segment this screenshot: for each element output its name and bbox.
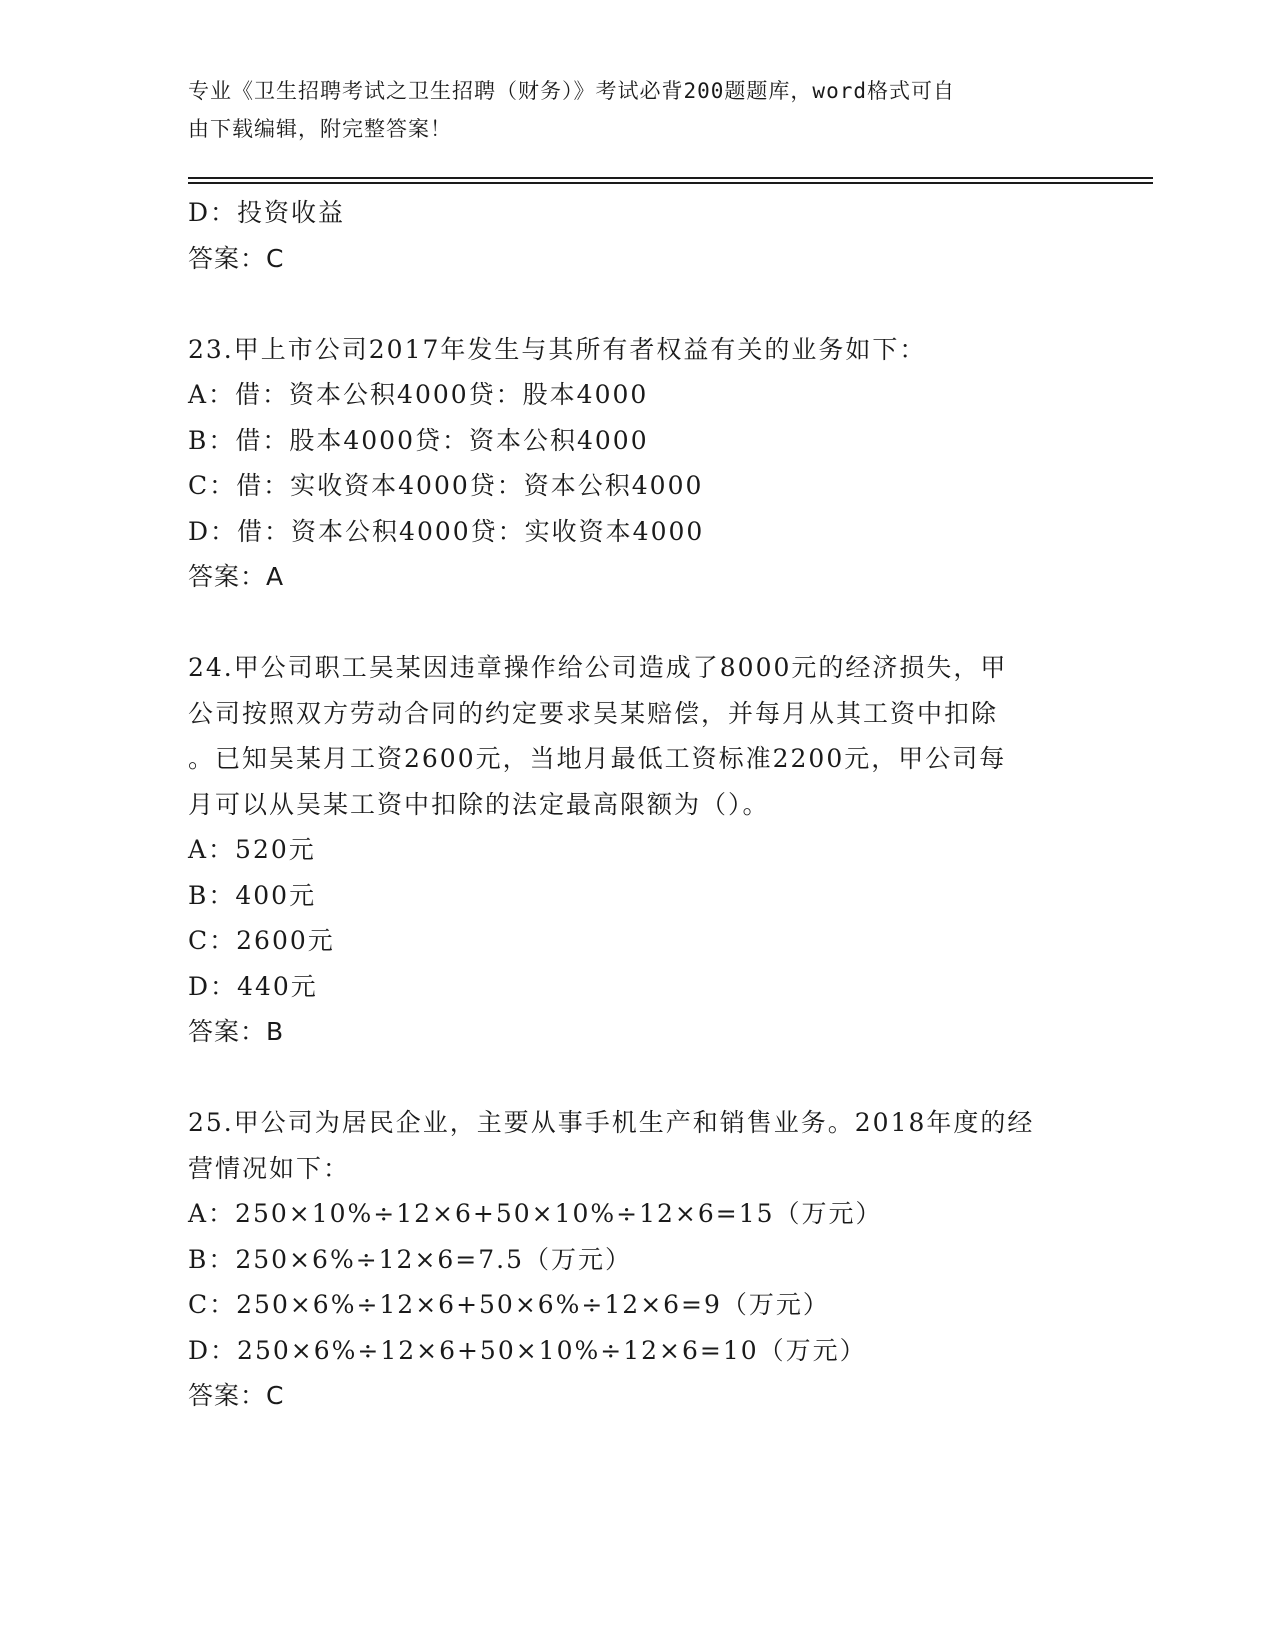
question-stem-line-1: 24.甲公司职工吴某因违章操作给公司造成了8000元的经济损失，甲	[188, 653, 1008, 682]
option-c: C：借：实收资本4000贷：资本公积4000	[188, 471, 704, 500]
option-a: A：250×10%÷12×6+50×10%÷12×6=15（万元）	[188, 1199, 883, 1228]
question-stem: 23.甲上市公司2017年发生与其所有者权益有关的业务如下：	[188, 334, 927, 364]
page-header	[188, 72, 1088, 148]
answer: 答案：B	[188, 1017, 285, 1046]
spacer	[188, 600, 1088, 646]
option-d: D：250×6%÷12×6+50×10%÷12×6=10（万元）	[188, 1335, 867, 1365]
header-line-2: 由下载编辑，附完整答案！	[188, 117, 452, 141]
option-c: C：2600元	[188, 926, 335, 955]
question-stem-line-1: 25.甲公司为居民企业，主要从事手机生产和销售业务。2018年度的经	[188, 1108, 1035, 1137]
option-d: D：440元	[188, 971, 318, 1001]
question-25	[188, 1100, 1088, 1419]
question-24	[188, 645, 1088, 1055]
question-list	[188, 190, 1088, 1419]
option-a: A：520元	[188, 835, 316, 864]
option-b: B：借：股本4000贷：资本公积4000	[188, 425, 649, 455]
answer: 答案：A	[188, 562, 285, 591]
option-d: D：投资收益	[188, 198, 346, 227]
header-line-1: 专业《卫生招聘考试之卫生招聘（财务）》考试必背200题题库，word格式可自	[188, 79, 955, 103]
question-stem-line-4: 月可以从吴某工资中扣除的法定最高限额为（）。	[188, 789, 770, 819]
question-23	[188, 327, 1088, 600]
question-22-tail	[188, 190, 1088, 281]
option-b: B：250×6%÷12×6=7.5（万元）	[188, 1244, 633, 1274]
answer: 答案：C	[188, 1381, 285, 1410]
option-b: B：400元	[188, 880, 317, 910]
option-a: A：借：资本公积4000贷：股本4000	[188, 380, 649, 409]
question-stem-line-2: 营情况如下：	[188, 1153, 351, 1183]
question-stem-line-3: 。已知吴某月工资2600元，当地月最低工资标准2200元，甲公司每	[188, 744, 1007, 773]
spacer	[188, 281, 1088, 327]
header-divider-top	[188, 177, 1153, 179]
header-divider-bottom	[188, 182, 1153, 184]
option-c: C：250×6%÷12×6+50×6%÷12×6=9（万元）	[188, 1290, 830, 1319]
question-stem-line-2: 公司按照双方劳动合同的约定要求吴某赔偿，并每月从其工资中扣除	[188, 698, 999, 728]
answer: 答案：C	[188, 243, 285, 273]
spacer	[188, 1055, 1088, 1101]
option-d: D：借：资本公积4000贷：实收资本4000	[188, 516, 705, 546]
